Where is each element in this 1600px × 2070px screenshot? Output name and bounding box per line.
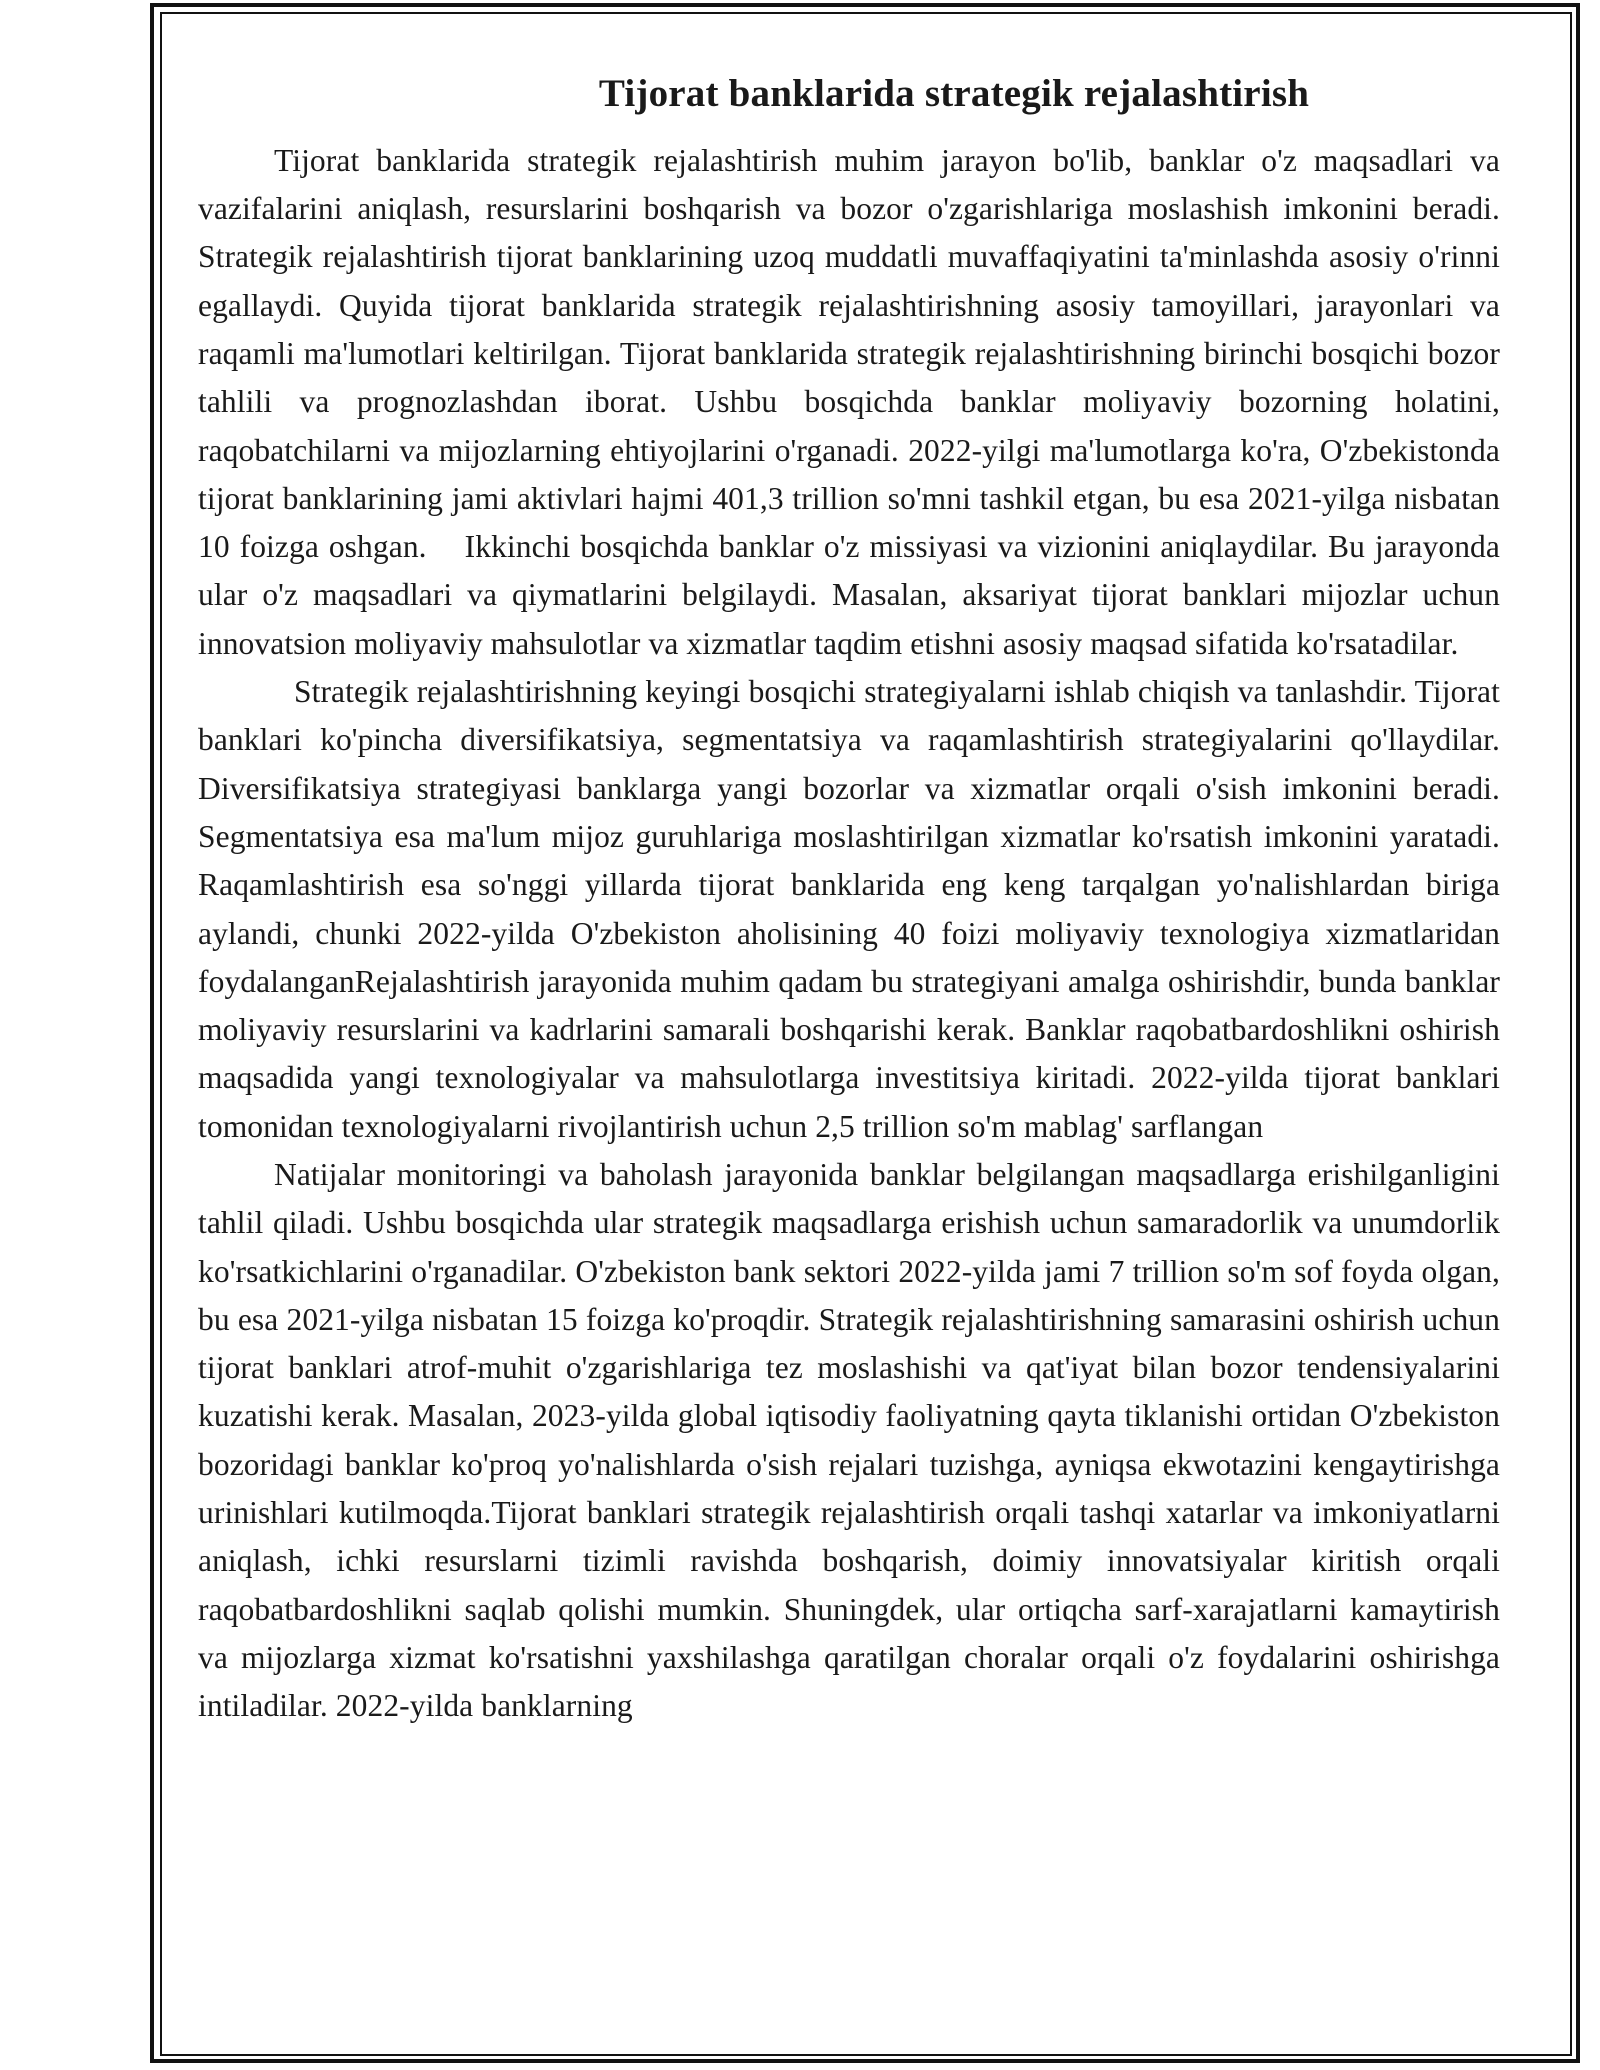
document-title: Tijorat banklarida strategik rejalashtirish: [598, 72, 1310, 115]
paragraph-1-continuation: Ikkinchi bosqichda banklar o'z missiyasi va vizionini aniqlaydilar. Bu jarayonda ular o'z maqsadlari va qiymatlarini belgilaydi. Masalan, aksariyat tijorat banklari mijozlar uchun innovatsion moliyaviy mahsulotlar va xizmatlar taqdim etishni asosiy maqsad sifatida ko'rsatadilar.: [198, 529, 1500, 661]
paragraph-1-text: Tijorat banklarida strategik rejalashtirish muhim jarayon bo'lib, banklar o'z maqsadlari va vazifalarini aniqlash, resurslarini boshqarish va bozor o'zgarishlariga moslashish imkonini beradi. Strategik rejalashtirish tijorat banklarining uzoq muddatli muvaffaqiyatini ta'minlashda asosiy o'rinni egallaydi. Quyida tijorat banklarida strategik rejalashtirishning asosiy tamoyillari, jarayonlari va raqamli ma'lumotlari keltirilgan. Tijorat banklarida strategik rejalashtirishning birinchi bosqichi bozor tahlili va prognozlashdan iborat. Ushbu bosqichda banklar moliyaviy bozorning holatini, raqobatchilarni va mijozlarning ehtiyojlarini o'rganadi. 2022-yilgi ma'lumotlarga ko'ra, O'zbekistonda tijorat banklarining jami aktivlari hajmi 401,3 trillion so'mni tashkil etgan, bu esa 2021-yilga nisbatan 10 foizga oshgan.: [198, 142, 1500, 565]
paragraph-3: Natijalar monitoringi va baholash jarayonida banklar belgilangan maqsadlarga erishilganligini tahlil qiladi. Ushbu bosqichda ular strategik maqsadlarga erishish uchun samaradorlik va unumdorlik ko'rsatkichlarini o'rganadilar. O'zbekiston bank sektori 2022-yilda jami 7 trillion so'm sof foyda olgan, bu esa 2021-yilga nisbatan 15 foizga ko'proqdir. Strategik rejalashtirishning samarasini oshirish uchun tijorat banklari atrof-muhit o'zgarishlariga tez moslashishi va qat'iyat bilan bozor tendensiyalarini kuzatishi kerak. Masalan, 2023-yilda global iqtisodiy faoliyatning qayta tiklanishi ortidan O'zbekiston bozoridagi banklar ko'proq yo'nalishlarda o'sish rejalari tuzishga, ayniqsa ekwotazini kengaytirishga urinishlari kutilmoqda.Tijorat banklari strategik rejalashtirish orqali tashqi xatarlar va imkoniyatlarni aniqlash, ichki resurslarni tizimli ravishda boshqarish, doimiy innovatsiyalar kiritish orqali raqobatbardoshlikni saqlab qolishi mumkin. Shuningdek, ular ortiqcha sarf-xarajatlarni kamaytirish va mijozlarga xizmat ko'rsatishni yaxshilashga qaratilgan choralar orqali o'z foydalarini oshirishga intiladilar. 2022-yilda banklarning: [198, 1156, 1500, 1724]
paragraph-1: [198, 137, 1500, 668]
paragraph-2: Strategik rejalashtirishning keyingi bosqichi strategiyalarni ishlab chiqish va tanlashdir. Tijorat banklari ko'pincha diversifikatsiya, segmentatsiya va raqamlashtirish strategiyalarini qo'llaydilar. Diversifikatsiya strategiyasi banklarga yangi bozorlar va xizmatlar orqali o'sish imkonini beradi. Segmentatsiya esa ma'lum mijoz guruhlariga moslashtirilgan xizmatlar ko'rsatish imkonini yaratadi. Raqamlashtirish esa so'nggi yillarda tijorat banklarida eng keng tarqalgan yo'nalishlardan biriga aylandi, chunki 2022-yilda O'zbekiston aholisining 40 foizi moliyaviy texnologiya xizmatlaridan foydalanganRejalashtirish jarayonida muhim qadam bu strategiyani amalga oshirishdir, bunda banklar moliyaviy resurslarini va kadrlarini samarali boshqarishi kerak. Banklar raqobatbardoshlikni oshirish maqsadida yangi texnologiyalar va mahsulotlarga investitsiya kiritadi. 2022-yilda tijorat banklari tomonidan texnologiyalarni rivojlantirish uchun 2,5 trillion so'm mablag' sarflangan: [198, 674, 1500, 1144]
document-body: [198, 70, 1500, 1731]
